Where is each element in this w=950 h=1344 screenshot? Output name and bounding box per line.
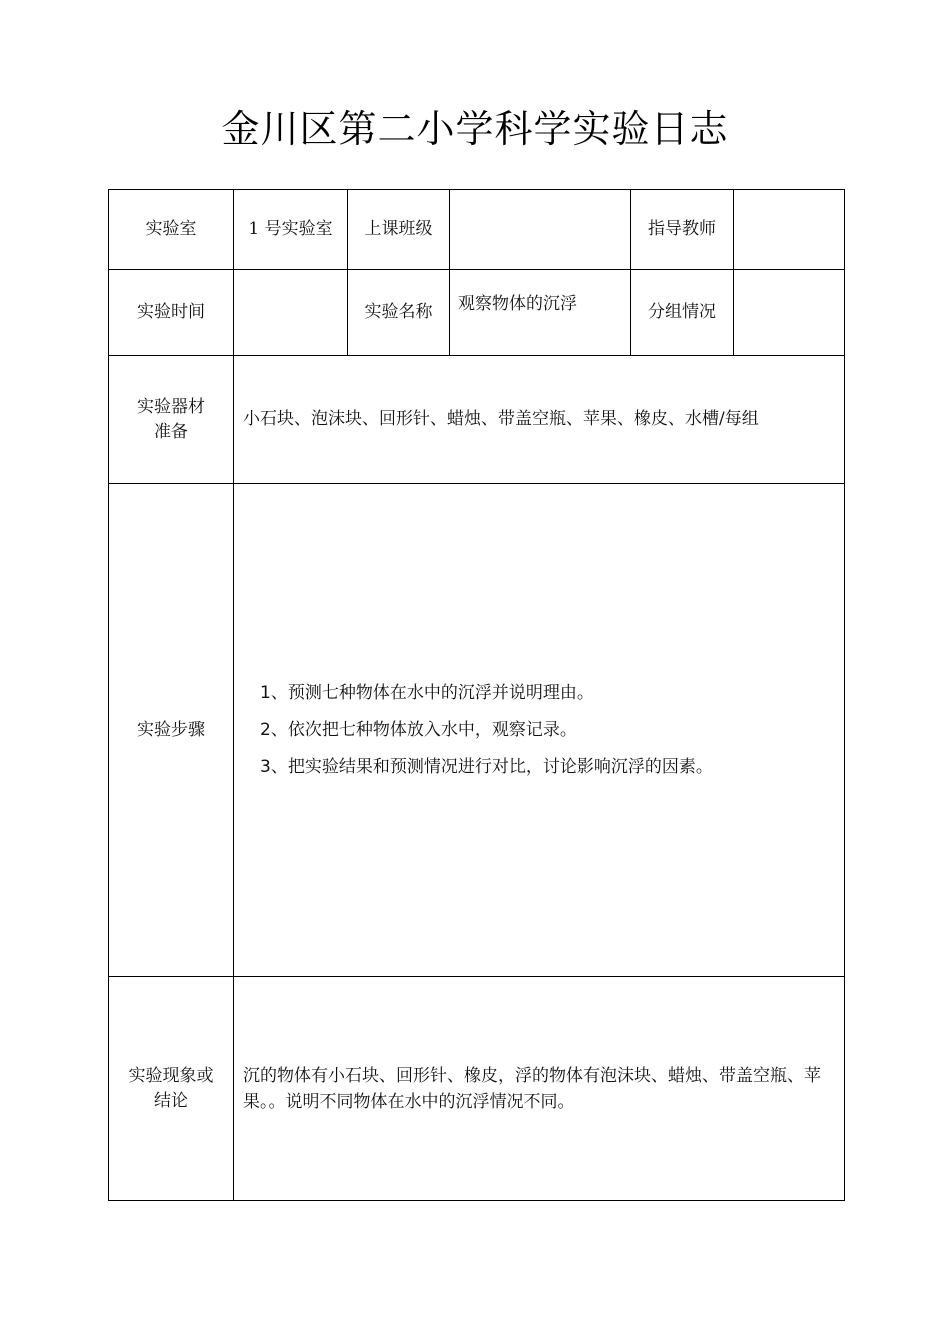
materials-value: 小石块、泡沫块、回形针、蜡烛、带盖空瓶、苹果、橡皮、水槽/每组 xyxy=(234,356,845,484)
steps-list xyxy=(234,484,845,977)
table-row xyxy=(109,270,845,356)
step-item xyxy=(260,675,844,712)
time-value xyxy=(234,270,348,356)
materials-label-line2: 准备 xyxy=(154,421,188,442)
table-row xyxy=(109,356,845,484)
group-label: 分组情况 xyxy=(631,270,734,356)
experiment-log-table xyxy=(108,189,845,1201)
class-value xyxy=(450,190,631,270)
teacher-value xyxy=(734,190,845,270)
lab-value: 1 号实验室 xyxy=(234,190,348,270)
teacher-label: 指导教师 xyxy=(631,190,734,270)
time-label: 实验时间 xyxy=(109,270,234,356)
step-text: 、把实验结果和预测情况进行对比，讨论影响沉浮的因素。 xyxy=(270,756,713,777)
conclusion-label-line2: 结论 xyxy=(154,1090,188,1111)
conclusion-label xyxy=(109,977,234,1201)
step-item xyxy=(260,749,844,786)
conclusion-label-line1: 实验现象或 xyxy=(128,1065,214,1086)
materials-label-line1: 实验器材 xyxy=(137,396,205,417)
group-value xyxy=(734,270,845,356)
page-title: 金川区第二小学科学实验日志 xyxy=(221,107,729,151)
step-number: 1 xyxy=(260,682,271,703)
step-item xyxy=(260,712,844,749)
experiment-name-cell xyxy=(450,270,631,356)
experiment-name-value: 观察物体的沉浮 xyxy=(458,294,577,314)
experiment-name-label: 实验名称 xyxy=(348,270,450,356)
class-label: 上课班级 xyxy=(348,190,450,270)
step-text: 、预测七种物体在水中的沉浮并说明理由。 xyxy=(270,682,594,703)
step-text: 、依次把七种物体放入水中，观察记录。 xyxy=(270,719,577,740)
step-number: 3 xyxy=(260,756,271,777)
step-number: 2 xyxy=(260,719,271,740)
table-row xyxy=(109,977,845,1201)
materials-label xyxy=(109,356,234,484)
conclusion-value: 沉的物体有小石块、回形针、橡皮，浮的物体有泡沫块、蜡烛、带盖空瓶、苹果。。说明不同物体在水中的沉浮情况不同。 xyxy=(234,977,845,1201)
lab-label: 实验室 xyxy=(109,190,234,270)
table-row xyxy=(109,484,845,977)
steps-label: 实验步骤 xyxy=(109,484,234,977)
table-row xyxy=(109,190,845,270)
